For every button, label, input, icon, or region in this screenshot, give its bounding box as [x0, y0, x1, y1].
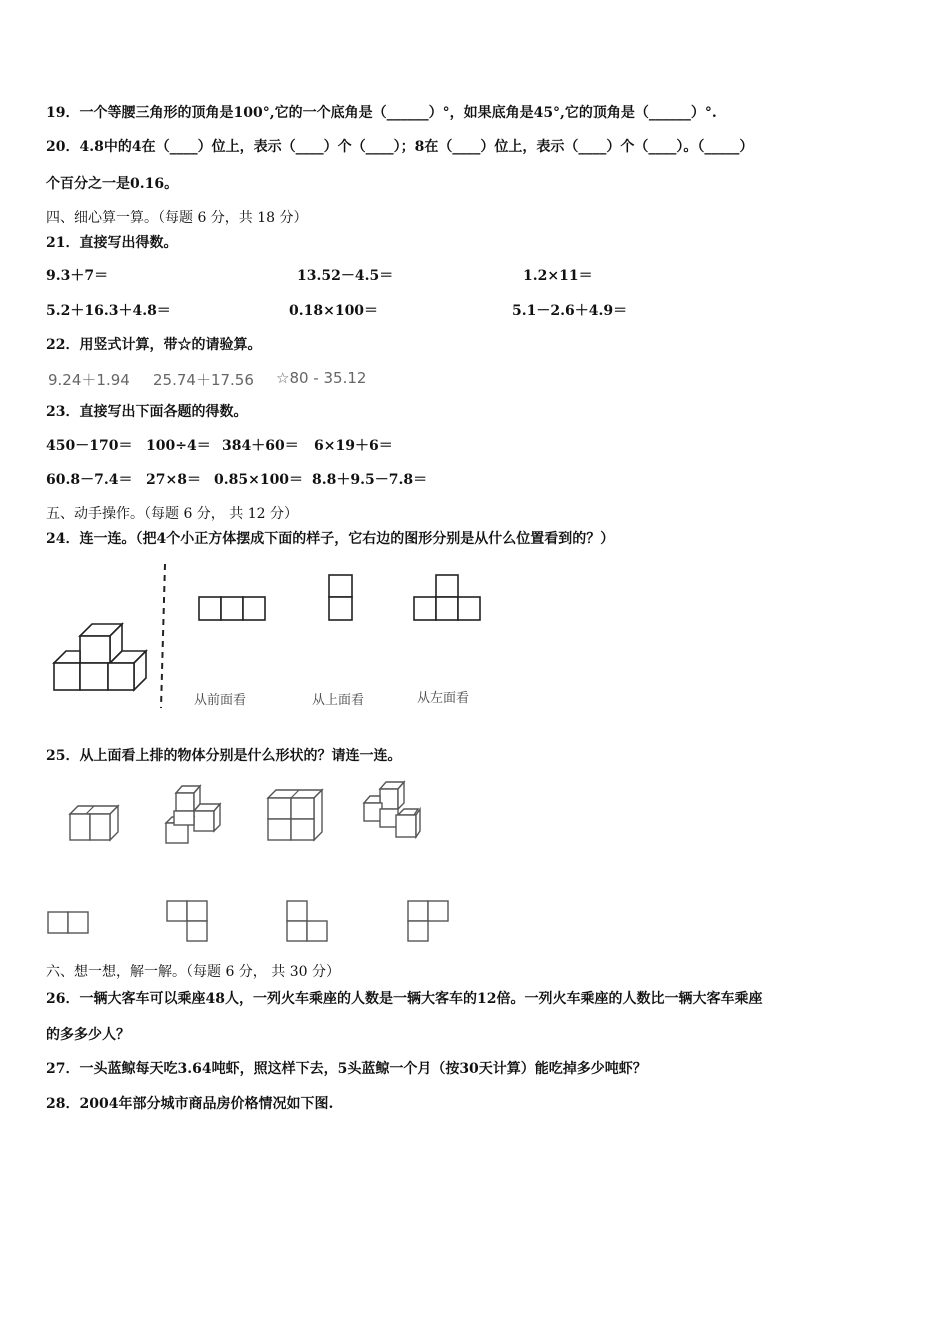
- question-23: 23．直接写出下面各题的得数。: [46, 404, 248, 420]
- q24-dashed-divider: [158, 562, 168, 710]
- question-20-line1: 20．4.8中的4在（____）位上，表示（____）个（____）；8在（____）位上，表示（____）个（____）。（_____）: [46, 139, 754, 155]
- q23-expr-6: 27×8＝: [146, 472, 201, 488]
- q24-label-front: 从前面看: [194, 693, 247, 708]
- q21-expr-3: 1.2×11＝: [523, 268, 593, 284]
- q21-expr-1: 9.3＋7＝: [46, 268, 109, 284]
- section-6-heading: 六、想一想，解一解。（每题 6 分， 共 30 分）: [46, 964, 340, 980]
- question-27: 27．一头蓝鲸每天吃3.64吨虾，照这样下去，5头蓝鲸一个月（按30天计算）能吃掉多少吨虾？: [46, 1061, 647, 1077]
- q25-object-3: [264, 786, 326, 842]
- q24-view-t-shape: [413, 574, 483, 622]
- q22-expr-3: ☆80 - 35.12: [276, 369, 367, 387]
- q23-expr-4: 6×19＋6＝: [314, 438, 393, 454]
- q25-view-1: [47, 911, 91, 935]
- question-24: 24．连一连。（把4个小正方体摆成下面的样子，它右边的图形分别是从什么位置看到的？）: [46, 531, 615, 547]
- question-22: 22．用竖式计算，带☆的请验算。: [46, 337, 262, 353]
- question-25: 25．从上面看上排的物体分别是什么形状的？请连一连。: [46, 748, 402, 764]
- section-5-heading: 五、动手操作。（每题 6 分， 共 12 分）: [46, 506, 298, 522]
- q25-view-2: [166, 900, 210, 944]
- q21-expr-2: 13.52－4.5＝: [297, 268, 394, 284]
- q24-label-left: 从左面看: [417, 691, 470, 706]
- question-26-line1: 26．一辆大客车可以乘座48人，一列火车乘座的人数是一辆大客车的12倍。一列火车乘座的人数比一辆大客车乘座: [46, 991, 763, 1007]
- question-19: 19．一个等腰三角形的顶角是100°,它的一个底角是（______）°，如果底角是45°,它的顶角是（______）°.: [46, 105, 717, 121]
- question-26-line2: 的多多少人？: [46, 1027, 130, 1043]
- q22-expr-2: 25.74＋17.56: [153, 371, 254, 389]
- q21-expr-6: 5.1－2.6＋4.9＝: [512, 303, 628, 319]
- q23-expr-8: 8.8＋9.5－7.8＝: [312, 472, 428, 488]
- q24-label-top: 从上面看: [312, 693, 365, 708]
- q24-cube-stack: [50, 618, 150, 693]
- q23-expr-1: 450－170＝: [46, 438, 133, 454]
- section-4-heading: 四、细心算一算。（每题 6 分，共 18 分）: [46, 210, 308, 226]
- question-28: 28．2004年部分城市商品房价格情况如下图.: [46, 1096, 334, 1112]
- q23-expr-5: 60.8－7.4＝: [46, 472, 133, 488]
- question-21: 21．直接写出得数。: [46, 235, 178, 251]
- q21-expr-4: 5.2＋16.3＋4.8＝: [46, 303, 171, 319]
- q23-expr-7: 0.85×100＝: [214, 472, 304, 488]
- q21-expr-5: 0.18×100＝: [289, 303, 379, 319]
- q25-view-4: [407, 900, 451, 944]
- question-20-line2: 个百分之一是0.16。: [46, 176, 179, 192]
- q24-view-2x1: [328, 574, 354, 622]
- q23-expr-2: 100÷4＝: [146, 438, 211, 454]
- q23-expr-3: 384＋60＝: [222, 438, 299, 454]
- q22-expr-1: 9.24＋1.94: [48, 371, 130, 389]
- q24-view-1x3: [198, 596, 266, 622]
- q25-view-3: [286, 900, 330, 944]
- q25-object-1: [66, 800, 124, 842]
- q25-object-2: [162, 783, 224, 845]
- q25-object-4: [358, 779, 422, 841]
